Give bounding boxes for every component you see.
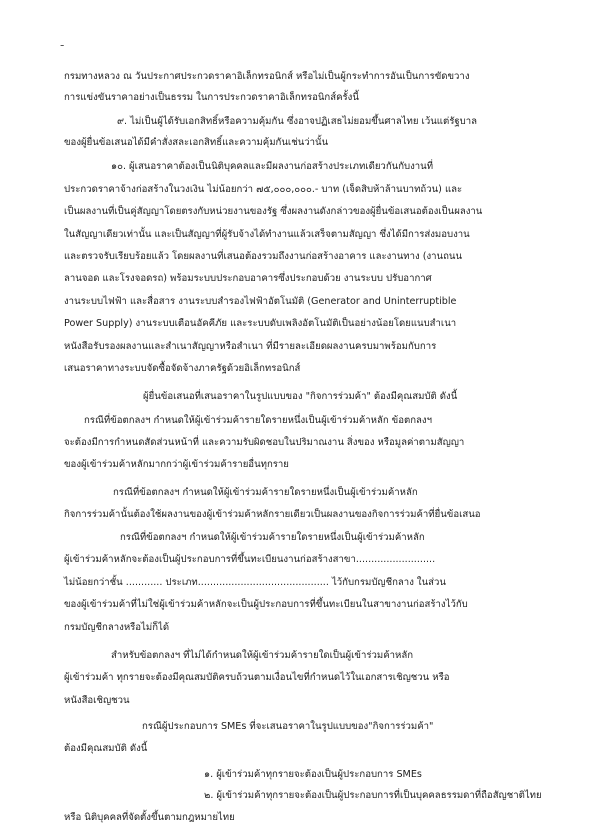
text-line: ๒. ผู้เข้าร่วมค้าทุกรายจะต้องเป็นผู้ประกอบการที่เป็นบุคคลธรรมดาที่ถือสัญชาติไทย	[204, 790, 542, 801]
text-line: Power Supply) งานระบบเตือนอัคคีภัย และระบบดับเพลิงอัตโนมัติเป็นอย่างน้อยโดยแนบสำเนา	[64, 318, 457, 329]
text-line: กรณีผู้ประกอบการ SMEs ที่จะเสนอราคาในรูปแบบของ"กิจการร่วมค้า"	[142, 721, 434, 732]
text-line: กรณีที่ข้อตกลงฯ กำหนดให้ผู้เข้าร่วมค้ารายใดรายหนึ่งเป็นผู้เข้าร่วมค้าหลัก	[120, 532, 425, 543]
text-line: ของผู้เข้าร่วมค้าที่ไม่ใช่ผู้เข้าร่วมค้าหลักจะเป็นผู้ประกอบการที่ขึ้นทะเบียนในสาขางานก่อสร้างไว้กับ	[64, 599, 468, 610]
text-line: กรณีที่ข้อตกลงฯ กำหนดให้ผู้เข้าร่วมค้ารายใดรายหนึ่งเป็นผู้เข้าร่วมค้าหลัก	[113, 487, 418, 498]
page-mark: -	[60, 38, 65, 52]
text-line: กรมบัญชีกลางหรือไม่ก็ได้	[64, 622, 170, 633]
text-line: หนังสือเชิญชวน	[64, 695, 130, 706]
text-line: กรณีที่ข้อตกลงฯ กำหนดให้ผู้เข้าร่วมค้ารายใดรายหนึ่งเป็นผู้เข้าร่วมค้าหลัก ข้อตกลงฯ	[84, 415, 432, 426]
text-line: เป็นผลงานที่เป็นคู่สัญญาโดยตรงกับหน่วยงานของรัฐ ซึ่งผลงานดังกล่าวของผู้ยื่นข้อเสนอต้องเป็นผลงาน	[64, 206, 483, 217]
text-line: หรือ นิติบุคคลที่จัดตั้งขึ้นตามกฎหมายไทย	[64, 812, 235, 823]
text-line: ประกวดราคาจ้างก่อสร้างในวงเงิน ไม่น้อยกว่า ๗๕,๐๐๐,๐๐๐.- บาท (เจ็ดสิบห้าล้านบาทถ้วน) และ	[64, 184, 463, 195]
text-line: ของผู้เข้าร่วมค้าหลักมากกว่าผู้เข้าร่วมค้ารายอื่นทุกราย	[64, 459, 289, 470]
text-line: ๑๐. ผู้เสนอราคาต้องเป็นนิติบุคคลและมีผลงานก่อสร้างประเภทเดียวกันกับงานที่	[111, 161, 434, 172]
text-line: และตรวจรับเรียบร้อยแล้ว โดยผลงานที่เสนอต้องรวมถึงงานก่อสร้างอาคาร และงานทาง (งานถนน	[64, 251, 463, 262]
text-line: สำหรับข้อตกลงฯ ที่ไม่ได้กำหนดให้ผู้เข้าร่วมค้ารายใดเป็นผู้เข้าร่วมค้าหลัก	[111, 650, 414, 661]
text-line: ผู้ยื่นข้อเสนอที่เสนอราคาในรูปแบบของ "กิจการร่วมค้า" ต้องมีคุณสมบัติ ดังนี้	[143, 391, 458, 402]
text-line: เสนอราคาทางระบบจัดซื้อจัดจ้างภาครัฐด้วยอิเล็กทรอนิกส์	[64, 363, 301, 374]
text-line: ผู้เข้าร่วมค้าหลักจะต้องเป็นผู้ประกอบการที่ขึ้นทะเบียนงานก่อสร้างสาขา..........................	[64, 554, 436, 565]
text-line: งานระบบไฟฟ้า และสื่อสาร งานระบบสำรองไฟฟ้าอัตโนมัติ (Generator and Uninterruptible	[64, 296, 457, 307]
text-line: ของผู้ยื่นข้อเสนอได้มีคำสั่งสละเอกสิทธิ์และความคุ้มกันเช่นว่านั้น	[64, 137, 329, 148]
text-line: กิจการร่วมค้านั้นต้องใช้ผลงานของผู้เข้าร่วมค้าหลักรายเดียวเป็นผลงานของกิจการร่วมค้าที่ยื่นข้อเสนอ	[64, 509, 481, 520]
text-line: ๙. ไม่เป็นผู้ได้รับเอกสิทธิ์หรือความคุ้มกัน ซึ่งอาจปฏิเสธไม่ยอมขึ้นศาลไทย เว้นแต่รัฐบาล	[117, 116, 477, 127]
text-line: ผู้เข้าร่วมค้า ทุกรายจะต้องมีคุณสมบัติครบถ้วนตามเงื่อนไขที่กำหนดไว้ในเอกสารเชิญชวน หรือ	[64, 672, 450, 683]
text-line: ต้องมีคุณสมบัติ ดังนี้	[64, 743, 148, 754]
text-line: จะต้องมีการกำหนดสัดส่วนหน้าที่ และความรับผิดชอบในปริมาณงาน สิ่งของ หรือมูลค่าตามสัญญา	[64, 437, 465, 448]
text-line: หนังสือรับรองผลงานและสำเนาสัญญาหรือสำเนา ที่มีรายละเอียดผลงานครบมาพร้อมกับการ	[64, 341, 437, 352]
text-line: ไม่น้อยกว่าชั้น ............ ประเภท........................................... ไว้กับกรมบัญชีกลาง ในส่วน	[64, 577, 446, 588]
text-line: ๑. ผู้เข้าร่วมค้าทุกรายจะต้องเป็นผู้ประกอบการ SMEs	[204, 769, 422, 780]
text-line: ในสัญญาเดียวเท่านั้น และเป็นสัญญาที่ผู้รับจ้างได้ทำงานแล้วเสร็จตามสัญญา ซึ่งได้มีการส่งมอบงาน	[64, 229, 470, 240]
text-line: การแข่งขันราคาอย่างเป็นธรรม ในการประกวดราคาอิเล็กทรอนิกส์ครั้งนี้	[64, 92, 359, 103]
text-line: กรมทางหลวง ณ วันประกาศประกวดราคาอิเล็กทรอนิกส์ หรือไม่เป็นผู้กระทำการอันเป็นการขัดขวาง	[64, 71, 470, 82]
text-line: ลานจอด และโรงจอดรถ) พร้อมระบบประกอบอาคารซึ่งประกอบด้วย งานระบบ ปรับอากาศ	[64, 273, 432, 284]
